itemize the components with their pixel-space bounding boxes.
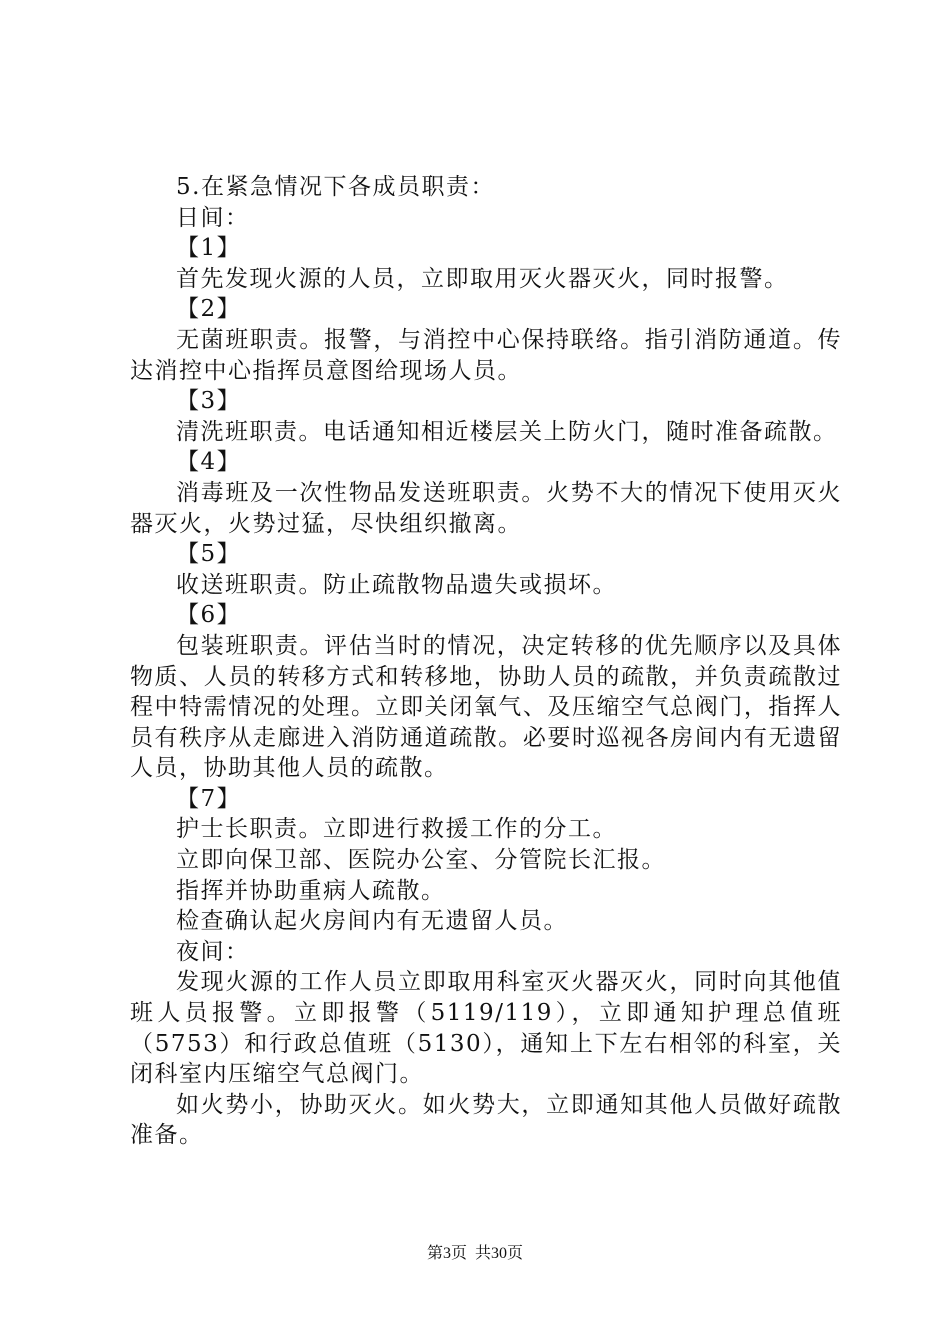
paragraph: 消毒班及一次性物品发送班职责。火势不大的情况下使用灭火器灭火，火势过猛，尽快组织撤离。 bbox=[130, 479, 842, 537]
document-body bbox=[130, 172, 842, 1151]
paragraph: 收送班职责。防止疏散物品遗失或损坏。 bbox=[176, 571, 617, 598]
paragraph: 包装班职责。评估当时的情况，决定转移的优先顺序以及具体物质、人员的转移方式和转移地，协助人员的疏散，并负责疏散过程中特需情况的处理。立即关闭氧气、及压缩空气总阀门，指挥人员有秩序从走廊进入消防通道疏散。必要时巡视各房间内有无遗留人员，协助其他人员的疏散。 bbox=[130, 632, 842, 782]
paragraph: 护士长职责。立即进行救援工作的分工。 bbox=[176, 816, 617, 843]
section-heading: 5.在紧急情况下各成员职责： bbox=[176, 174, 495, 200]
subheading-daytime: 日间： bbox=[176, 204, 250, 231]
paragraph: 立即向保卫部、医院办公室、分管院长汇报。 bbox=[176, 847, 666, 874]
page-footer bbox=[0, 1244, 950, 1264]
item-marker-2: 【2】 bbox=[176, 296, 242, 323]
paragraph: 清洗班职责。电话通知相近楼层关上防火门，随时准备疏散。 bbox=[176, 418, 838, 445]
paragraph: 如火势小，协助灭火。如火势大，立即通知其他人员做好疏散准备。 bbox=[130, 1091, 842, 1149]
paragraph: 发现火源的工作人员立即取用科室灭火器灭火，同时向其他值班人员报警。立即报警（5119/119），立即通知护理总值班（5753）和行政总值班（5130），通知上下左右相邻的科室，关闭科室内压缩空气总阀门。 bbox=[130, 969, 842, 1088]
item-marker-3: 【3】 bbox=[176, 388, 242, 415]
item-marker-7: 【7】 bbox=[176, 785, 242, 812]
item-marker-6: 【6】 bbox=[176, 602, 242, 629]
item-marker-4: 【4】 bbox=[176, 449, 242, 476]
item-marker-5: 【5】 bbox=[176, 541, 242, 568]
item-marker-1: 【1】 bbox=[176, 235, 242, 262]
page-number: 第3页 共30页 bbox=[426, 1245, 523, 1262]
paragraph: 首先发现火源的人员，立即取用灭火器灭火，同时报警。 bbox=[176, 265, 789, 292]
paragraph: 指挥并协助重病人疏散。 bbox=[176, 877, 446, 904]
subheading-nighttime: 夜间： bbox=[176, 938, 250, 965]
paragraph: 无菌班职责。报警，与消控中心保持联络。指引消防通道。传达消控中心指挥员意图给现场人员。 bbox=[130, 326, 842, 384]
paragraph: 检查确认起火房间内有无遗留人员。 bbox=[176, 908, 568, 935]
